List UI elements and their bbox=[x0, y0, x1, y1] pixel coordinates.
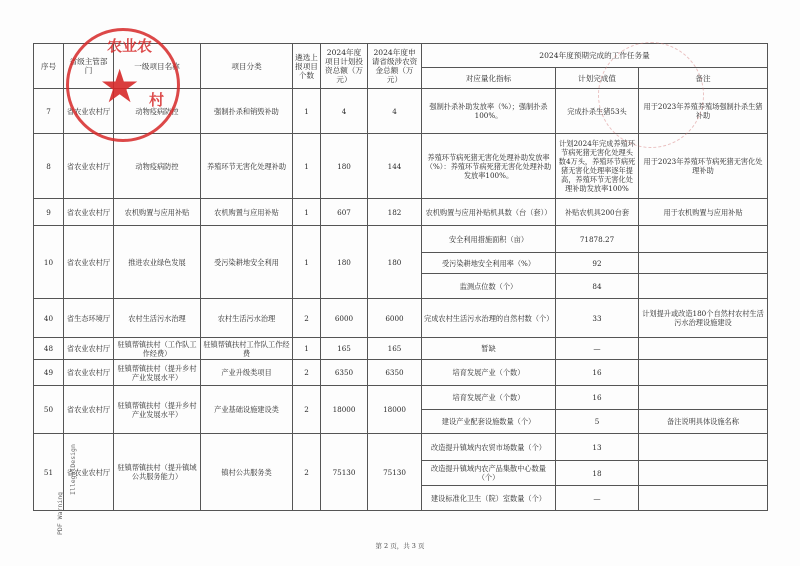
cell-remark bbox=[639, 338, 768, 360]
cell-indicator: 培育发展产业（个数） bbox=[422, 386, 556, 410]
cell-count: 1 bbox=[293, 226, 321, 299]
header-project-name: 一级项目名称 bbox=[114, 44, 201, 89]
cell-plan-invest: 180 bbox=[321, 226, 368, 299]
cell-count: 2 bbox=[293, 360, 321, 386]
cell-seq: 49 bbox=[34, 360, 64, 386]
cell-indicator: 改造提升镇域内农产品集散中心数量（个） bbox=[422, 461, 556, 486]
cell-remark: 用于2023年养殖环节病死猪无害化处理补助 bbox=[639, 134, 768, 199]
cell-remark bbox=[639, 486, 768, 511]
cell-plan-invest: 18000 bbox=[321, 386, 368, 434]
cell-apply-fund: 18000 bbox=[368, 386, 422, 434]
watermark-text: PDF Warning bbox=[56, 491, 64, 535]
cell-planned-value: 18 bbox=[556, 461, 639, 486]
table-row bbox=[34, 299, 768, 338]
cell-category: 产业升级类项目 bbox=[201, 360, 293, 386]
cell-indicator: 农机购置与应用补贴机具数（台（套）） bbox=[422, 199, 556, 226]
cell-planned-value: 16 bbox=[556, 386, 639, 410]
watermark-text-2: IllegalDesign bbox=[69, 444, 77, 495]
table-row bbox=[34, 226, 768, 253]
cell-plan-invest: 75130 bbox=[321, 434, 368, 511]
cell-remark: 计划提升或改造180个自然村农村生活污水治理设施建设 bbox=[639, 299, 768, 338]
table-row bbox=[34, 89, 768, 134]
cell-category: 驻镇帮镇扶村工作队工作经费 bbox=[201, 338, 293, 360]
header-remark: 备注 bbox=[639, 68, 768, 89]
cell-indicator: 安全利用措施面积（亩） bbox=[422, 226, 556, 253]
cell-dept: 省农业农村厅 bbox=[64, 434, 114, 511]
cell-apply-fund: 180 bbox=[368, 226, 422, 299]
cell-plan-invest: 180 bbox=[321, 134, 368, 199]
cell-planned-value: 补贴农机具200台套 bbox=[556, 199, 639, 226]
cell-indicator: 建设产业配套设施数量（个） bbox=[422, 410, 556, 434]
seal-text-side: 村 bbox=[149, 91, 165, 109]
cell-category: 镇村公共服务类 bbox=[201, 434, 293, 511]
cell-project-name: 动物疫病防控 bbox=[114, 89, 201, 134]
table-row bbox=[34, 338, 768, 360]
cell-indicator: 强制扑杀补助发放率（%）；强制扑杀100%。 bbox=[422, 89, 556, 134]
cell-planned-value: — bbox=[556, 486, 639, 511]
cell-indicator: 监测点位数（个） bbox=[422, 274, 556, 299]
cell-remark bbox=[639, 434, 768, 461]
cell-project-name: 驻镇帮镇扶村（提升乡村产业发展水平） bbox=[114, 360, 201, 386]
cell-project-name: 推进农业绿色发展 bbox=[114, 226, 201, 299]
cell-dept: 省农业农村厅 bbox=[64, 338, 114, 360]
cell-category: 受污染耕地安全利用 bbox=[201, 226, 293, 299]
cell-remark: 备注说明具体设施名称 bbox=[639, 410, 768, 434]
cell-planned-value: 计划2024年完成养殖环节病死猪无害化处理头数4万头，养殖环节病死猪无害化处理率逐年提高，养殖环节无害化处理补助发放率100% bbox=[556, 134, 639, 199]
cell-remark bbox=[639, 253, 768, 274]
cell-planned-value: 33 bbox=[556, 299, 639, 338]
header-task-group: 2024年度预期完成的工作任务量 bbox=[422, 44, 768, 68]
cell-category: 农村生活污水治理 bbox=[201, 299, 293, 338]
cell-apply-fund: 6350 bbox=[368, 360, 422, 386]
cell-apply-fund: 165 bbox=[368, 338, 422, 360]
cell-planned-value: 5 bbox=[556, 410, 639, 434]
seal-text-top: 农业农 bbox=[107, 37, 153, 55]
cell-indicator: 培育发展产业（个数） bbox=[422, 360, 556, 386]
cell-dept: 省农业农村厅 bbox=[64, 134, 114, 199]
cell-seq: 10 bbox=[34, 226, 64, 299]
cell-planned-value: 84 bbox=[556, 274, 639, 299]
cell-plan-invest: 6350 bbox=[321, 360, 368, 386]
header-plan-invest: 2024年度项目计划投资总额（万元） bbox=[321, 44, 368, 89]
table-row bbox=[34, 434, 768, 461]
header-planned-value: 计划完成值 bbox=[556, 68, 639, 89]
cell-apply-fund: 6000 bbox=[368, 299, 422, 338]
cell-project-name: 动物疫病防控 bbox=[114, 134, 201, 199]
page-number: 第 2 页，共 3 页 bbox=[375, 542, 425, 550]
cell-project-name: 驻镇帮镇扶村（工作队工作经费） bbox=[114, 338, 201, 360]
cell-planned-value: 完成扑杀生猪53头 bbox=[556, 89, 639, 134]
table-row bbox=[34, 360, 768, 386]
cell-seq: 9 bbox=[34, 199, 64, 226]
cell-indicator: 受污染耕地安全利用率（%） bbox=[422, 253, 556, 274]
cell-remark bbox=[639, 226, 768, 253]
table-row bbox=[34, 199, 768, 226]
cell-planned-value: 71878.27 bbox=[556, 226, 639, 253]
cell-count: 1 bbox=[293, 134, 321, 199]
cell-indicator: 养殖环节病死猪无害化处理补助发放率（%）：养殖环节病死猪无害化处理补助发放率100%。 bbox=[422, 134, 556, 199]
cell-indicator: 完成农村生活污水治理的自然村数（个） bbox=[422, 299, 556, 338]
cell-apply-fund: 144 bbox=[368, 134, 422, 199]
header-apply-fund: 2024年度申请省级涉农资金总额（万元） bbox=[368, 44, 422, 89]
cell-apply-fund: 4 bbox=[368, 89, 422, 134]
cell-project-name: 驻镇帮镇扶村（提升镇域公共服务能力） bbox=[114, 434, 201, 511]
cell-remark bbox=[639, 461, 768, 486]
header-dept: 省级主管部门 bbox=[64, 44, 114, 89]
cell-planned-value: 13 bbox=[556, 434, 639, 461]
cell-project-name: 农机购置与应用补贴 bbox=[114, 199, 201, 226]
cell-seq: 51 bbox=[34, 434, 64, 511]
cell-count: 2 bbox=[293, 299, 321, 338]
cell-remark bbox=[639, 386, 768, 410]
seal-star-icon: ★ bbox=[99, 59, 141, 113]
cell-category: 产业基础设施建设类 bbox=[201, 386, 293, 434]
cell-plan-invest: 165 bbox=[321, 338, 368, 360]
cell-dept: 省农业农村厅 bbox=[64, 89, 114, 134]
cell-remark: 用于2023年养殖养殖场强制扑杀生猪补助 bbox=[639, 89, 768, 134]
cell-seq: 8 bbox=[34, 134, 64, 199]
cell-plan-invest: 6000 bbox=[321, 299, 368, 338]
cell-dept: 省农业农村厅 bbox=[64, 226, 114, 299]
cell-seq: 7 bbox=[34, 89, 64, 134]
cell-count: 1 bbox=[293, 338, 321, 360]
cell-dept: 省生态环境厅 bbox=[64, 299, 114, 338]
cell-planned-value: — bbox=[556, 338, 639, 360]
cell-plan-invest: 607 bbox=[321, 199, 368, 226]
cell-count: 2 bbox=[293, 434, 321, 511]
header-category: 项目分类 bbox=[201, 44, 293, 89]
header-seq: 序号 bbox=[34, 44, 64, 89]
cell-project-name: 驻镇帮镇扶村（提升乡村产业发展水平） bbox=[114, 386, 201, 434]
cell-remark bbox=[639, 274, 768, 299]
cell-count: 1 bbox=[293, 89, 321, 134]
task-table bbox=[33, 43, 768, 511]
cell-indicator: 建设标准化卫生（院）室数量（个） bbox=[422, 486, 556, 511]
cell-plan-invest: 4 bbox=[321, 89, 368, 134]
cell-count: 2 bbox=[293, 386, 321, 434]
cell-indicator: 暂缺 bbox=[422, 338, 556, 360]
cell-count: 1 bbox=[293, 199, 321, 226]
cell-seq: 48 bbox=[34, 338, 64, 360]
cell-seq: 50 bbox=[34, 386, 64, 434]
cell-apply-fund: 75130 bbox=[368, 434, 422, 511]
cell-remark: 用于农机购置与应用补贴 bbox=[639, 199, 768, 226]
cell-category: 强制扑杀和销毁补助 bbox=[201, 89, 293, 134]
cell-indicator: 改造提升镇域内农贸市场数量（个） bbox=[422, 434, 556, 461]
cell-dept: 省农业农村厅 bbox=[64, 360, 114, 386]
cell-apply-fund: 182 bbox=[368, 199, 422, 226]
cell-dept: 省农业农村厅 bbox=[64, 199, 114, 226]
cell-dept: 省农业农村厅 bbox=[64, 386, 114, 434]
table-row bbox=[34, 134, 768, 199]
cell-project-name: 农村生活污水治理 bbox=[114, 299, 201, 338]
cell-category: 养殖环节无害化处理补助 bbox=[201, 134, 293, 199]
cell-planned-value: 92 bbox=[556, 253, 639, 274]
cell-remark bbox=[639, 360, 768, 386]
cell-planned-value: 16 bbox=[556, 360, 639, 386]
header-count: 遴选上报项目个数 bbox=[293, 44, 321, 89]
cell-seq: 40 bbox=[34, 299, 64, 338]
cell-category: 农机购置与应用补贴 bbox=[201, 199, 293, 226]
table-row bbox=[34, 386, 768, 410]
header-indicator: 对应量化指标 bbox=[422, 68, 556, 89]
